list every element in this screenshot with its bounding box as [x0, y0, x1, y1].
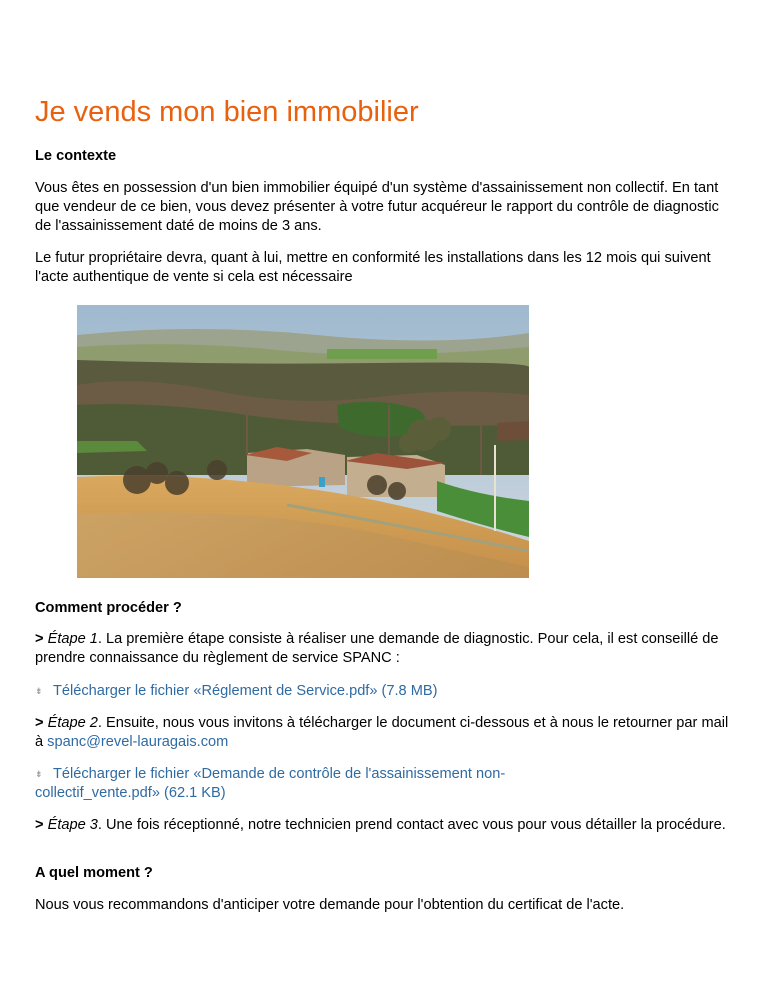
email-link[interactable]: spanc@revel-lauragais.com — [47, 734, 229, 750]
download-link-demande[interactable] — [35, 766, 505, 801]
step-1-label: Étape 1 — [47, 631, 98, 647]
download-2-line2: collectif_vente.pdf» (62.1 KB) — [35, 785, 226, 801]
landscape-photo — [77, 305, 529, 578]
step-2-paragraph — [35, 714, 735, 752]
step-1-text: . La première étape consiste à réaliser une demande de diagnostic. Pour cela, il est conseillé de prendre connaissance du règlement de service SPANC : — [35, 631, 719, 666]
download-icon: ⇟ — [35, 769, 43, 779]
step-3-paragraph — [35, 816, 735, 835]
download-icon: ⇟ — [35, 686, 43, 696]
download-2-row — [35, 765, 735, 803]
download-2-line1: Télécharger le fichier «Demande de contrôle de l'assainissement non- — [53, 766, 506, 782]
step-2-marker: > — [35, 715, 44, 731]
context-paragraph-1: Vous êtes en possession d'un bien immobilier équipé d'un système d'assainissement non collectif. En tant que vendeur de ce bien, vous devez présenter à votre futur acquéreur le rapport du contrôle de diagnostic de l'assainissement daté de moins de 3 ans. — [35, 180, 719, 234]
context-paragraph-2: Le futur propriétaire devra, quant à lui, mettre en conformité les installations dans les 12 mois qui suivent l'acte authentique de vente si cela est nécessaire — [35, 250, 711, 285]
step-1-paragraph — [35, 630, 735, 668]
context-heading: Le contexte — [35, 148, 117, 164]
procedure-heading: Comment procéder ? — [35, 600, 182, 616]
step-2-text: . Ensuite, nous vous invitons à télécharger le document ci-dessous et à nous le retourner par mail à — [35, 715, 729, 750]
timing-paragraph: Nous vous recommandons d'anticiper votre demande pour l'obtention du certificat de l'acte. — [35, 897, 625, 913]
page-title: Je vends mon bien immobilier — [35, 96, 419, 128]
step-2-label: Étape 2 — [47, 715, 98, 731]
step-3-text: . Une fois réceptionné, notre technicien prend contact avec vous pour vous détailler la procédure. — [97, 817, 726, 833]
download-1-row — [35, 682, 735, 701]
step-1-marker: > — [35, 631, 44, 647]
download-link-reglement[interactable]: Télécharger le fichier «Réglement de Service.pdf» (7.8 MB) — [53, 683, 438, 699]
timing-heading: A quel moment ? — [35, 865, 153, 881]
step-3-label: Étape 3 — [47, 817, 98, 833]
step-3-marker: > — [35, 817, 44, 833]
